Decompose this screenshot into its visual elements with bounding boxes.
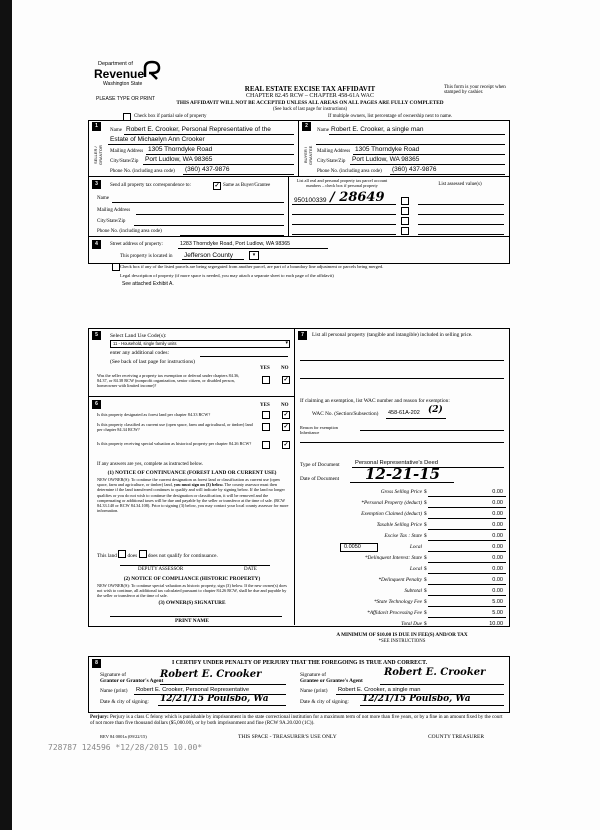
perjury-text: Perjury is a class C felony which is punishable by imprisonment in the state correctional institution for a maximum term of not more than five years, or by a fine in an amount fixed by the court of not more than five thousand dollars ($5,000.00), or by both imprisonment and fine (RCW 9A.20.020 (1C)). [90, 714, 503, 726]
wac-handwritten: (2) [428, 405, 443, 415]
segregated-label: Check box if any of the listed parcels are being segregated from another parcel, are part of a boundary line adjustment or parcels being merged. [120, 264, 384, 269]
partial-sale-label: Check box if partial sale of property [134, 114, 207, 119]
legal-desc-label: Legal description of property (if more space is needed, you may attach a separate sheet to each page of the affidavit) [120, 273, 334, 278]
buyer-name-label: Name [317, 128, 329, 133]
seller-mailing-underline [146, 154, 294, 155]
notice-compliance-body: NEW OWNER(S): To continue special valuation as historic property, sign (3) below. If the new owner(s) does not wish to continue, all additional tax calculated pursuant to chapter 84.26 RCW, shall be due and payable by the seller or transferor at the time of sale. [97, 583, 287, 599]
current-use-question: Is this property classified as current use (open space, farm and agricultural, or timber) land per chapter 84.34 RCW? [97, 422, 253, 433]
seller-name-underline [124, 134, 294, 135]
seller-mailing-label: Mailing Address [110, 149, 144, 154]
wac-label: WAC No. (Section/Subsection) [312, 411, 379, 417]
form-warning: THIS AFFIDAVIT WILL NOT BE ACCEPTED UNLESS ALL AREAS ON ALL PAGES ARE FULLY COMPLETED [176, 100, 444, 106]
buyer-grantee-label: BUYER / GRANTEE [303, 145, 313, 165]
same-as-buyer-label: Same as Buyer/Grantee [223, 183, 271, 188]
grantee-sig-of: Signature of [300, 672, 327, 678]
date-doc-label: Date of Document [300, 476, 340, 482]
buyer-city-underline [350, 164, 505, 165]
calc-label-gross: Gross Selling Price [380, 489, 422, 495]
send-correspondence-label: Send all property tax correspondence to: [110, 183, 191, 188]
deputy-assessor-label: DEPUTY ASSESSOR [138, 567, 184, 572]
calc-dollar-1: $ [424, 500, 427, 506]
calc-amount-excise-state: 0.00 [492, 533, 503, 539]
same-as-buyer-checkbox[interactable]: ✓ [214, 183, 220, 189]
buyer-mailing-underline [353, 154, 505, 155]
calc-label-delinq-pen: *Delinquent Penalty [378, 577, 422, 583]
corr-name-label: Name [97, 196, 109, 201]
seller-city-label: City/State/Zip [110, 159, 139, 164]
grantor-name[interactable]: Robert E. Crooker, Personal Representative [136, 687, 250, 693]
calc-amount-exemption: 0.00 [492, 511, 503, 517]
land-use-selected: 11 - Household, single family units [113, 341, 177, 346]
located-label: This property is located in [120, 254, 173, 259]
type-doc-label: Type of Document [300, 462, 340, 468]
calc-label-subtotal: Subtotal [404, 588, 422, 594]
calc-line-11 [428, 617, 506, 618]
street-underline [178, 248, 328, 249]
parcel-line-3 [292, 224, 396, 225]
logo-line3: Washington State [103, 81, 143, 87]
wac-value[interactable]: 458-61A-202 [388, 410, 420, 416]
personal-property-label: List all personal property (tangible and intangible) included in selling price. [312, 332, 473, 338]
qualify-label: qualify for continuance. [167, 553, 218, 559]
personal-property-checkbox-3[interactable] [401, 217, 409, 225]
additional-codes-label: enter any additional codes: [110, 350, 170, 356]
perjury-notice [90, 714, 506, 726]
forest-land-question: Is this property designated as forest land per chapter 84.33 RCW? [97, 412, 211, 417]
notice-body-bold: you must sign on (3) below. [173, 482, 224, 488]
seller-city[interactable]: Port Ludlow, WA 98365 [145, 156, 213, 163]
parcel-number-handwritten: / 28649 [330, 190, 385, 205]
personal-prop-line-1 [300, 360, 504, 361]
calc-line-6 [428, 562, 506, 563]
does-not-checkbox[interactable] [139, 550, 147, 558]
calc-line-2 [428, 518, 506, 519]
section-8-number: 8 [92, 659, 101, 668]
s6-yes-header: YES [260, 403, 270, 408]
corr-name-line [112, 202, 284, 203]
date-doc-underline [350, 482, 454, 483]
calc-label-taxable: Taxable Selling Price [376, 522, 422, 528]
calc-label-proc-fee: *Affidavit Processing Fee [367, 610, 422, 616]
calc-line-9 [428, 595, 506, 596]
calc-amount-gross: 0.00 [492, 489, 503, 495]
grantee-date-city[interactable]: 12/21/15 Poulsbo, Wa [362, 694, 471, 704]
calc-dollar-6: $ [424, 555, 427, 561]
section-5-number: 5 [92, 331, 101, 340]
date-doc-handwritten[interactable]: 12-21-15 [365, 465, 441, 483]
personal-prop-line-2 [300, 378, 504, 379]
calc-dollar-9: $ [424, 588, 427, 594]
buyer-city-label: City/State/Zip [317, 159, 346, 164]
treasurer-use: THIS SPACE - TREASURER'S USE ONLY [238, 734, 337, 740]
local-rate-value: 0.0050 [344, 544, 361, 550]
minimum-due-note: A MINIMUM OF $10.00 IS DUE IN FEE(S) AND/OR TAX [336, 632, 468, 638]
treasurer-stamp: 728787 124596 *12/28/2015 10.00* [48, 743, 203, 752]
owner-sig-line [110, 616, 282, 617]
calc-dollar-3: $ [424, 522, 427, 528]
assessed-header: List assessed value(s) [438, 182, 482, 187]
legal-desc-value[interactable]: See attached Exhibit A. [122, 281, 174, 287]
calc-amount-delinq-int: 0.00 [492, 555, 503, 561]
parcel-line-1 [292, 204, 396, 205]
grantee-signature[interactable]: Robert E. Crooker [384, 667, 486, 678]
personal-property-checkbox-4[interactable] [401, 227, 409, 235]
assessed-line-2 [418, 214, 504, 215]
reason-line-2 [300, 442, 504, 443]
grantee-agent-label: Grantee or Grantee's Agent [300, 678, 363, 684]
please-type: PLEASE TYPE OR PRINT [96, 96, 156, 102]
section-2-number: 2 [302, 122, 311, 131]
grantee-name-label: Name (print) [300, 688, 328, 694]
grantor-agent-label: Grantor or Grantor's Agent [100, 678, 164, 684]
calc-label-exemption: Exemption Claimed (deduct) [361, 511, 422, 517]
form-title: REAL ESTATE EXCISE TAX AFFIDAVIT [244, 85, 376, 93]
land-use-label: Select Land Use Code(s): [110, 333, 167, 339]
calc-dollar-4: $ [424, 533, 427, 539]
assessed-line-1 [418, 204, 504, 205]
forest-yes-checkbox[interactable] [262, 411, 270, 419]
see-instructions-note: *SEE INSTRUCTIONS [378, 639, 426, 644]
assessed-line-3 [418, 224, 504, 225]
corr-mailing-label: Mailing Address [97, 208, 131, 213]
seller-grantor-label: SELLER / GRANTOR [93, 145, 103, 165]
this-land-label: This land [97, 553, 117, 559]
parcel-line-2 [292, 214, 396, 215]
reason-line [360, 430, 504, 431]
deputy-line [120, 565, 270, 566]
calc-amount-taxable: 0.00 [492, 522, 503, 528]
s5-yes-checkbox[interactable] [262, 376, 270, 384]
receipt-note: This form is your receipt when stamped by cashier. [444, 85, 506, 96]
seller-phone[interactable]: (360) 437-9876 [185, 166, 230, 173]
grantee-date-line [360, 705, 504, 706]
calc-dollar-10: $ [424, 599, 427, 605]
calc-dollar-11: $ [424, 610, 427, 616]
additional-codes-line [200, 356, 288, 357]
multiple-owners-note: If multiple owners, list percentage of ownership next to name. [328, 114, 453, 119]
calc-amount-personal: 0.00 [492, 500, 503, 506]
buyer-name[interactable]: Robert E. Crooker, a single man [331, 126, 424, 133]
does-not-label: does not [147, 553, 166, 559]
grantee-name[interactable]: Robert E. Crooker, a single man [338, 687, 421, 693]
notice-body-part2: The county assessor must then determine if the land transferred continues to qualify and will indicate by signing below. If the land no longer qualifies or you do not wish to continue the designation or classification, it will be removed and the compensating or additional taxes will be due and payable by the seller or transferor at the time of sale. (RCW 84.33.140 or RCW 84.34.108). Prior to signing (3) below, you may contact your local county assessor for more information. [97, 482, 289, 514]
land-use-see-back: (See back of last page for instructions) [110, 359, 195, 365]
reason-value[interactable]: Inheritance [300, 430, 320, 435]
seller-phone-underline [183, 174, 294, 175]
calc-label-total: Total Due [401, 621, 422, 627]
calc-amount-delinq-pen: 0.00 [492, 577, 503, 583]
grantor-date-line [158, 705, 286, 706]
buyer-city[interactable]: Port Ludlow, WA 98365 [352, 156, 420, 163]
calc-label-tech-fee: *State Technology Fee [373, 599, 422, 605]
grantee-date-label: Date & city of signing: [300, 699, 349, 705]
notice-compliance-title: (2) NOTICE OF COMPLIANCE (HISTORIC PROPERTY) [123, 576, 261, 582]
calc-amount-total: 10.00 [489, 621, 503, 627]
calc-line-7 [428, 573, 506, 574]
corr-city-line [134, 225, 284, 226]
county-underline [182, 259, 244, 260]
calc-amount-tech-fee: 5.00 [492, 599, 503, 605]
calc-line-8 [428, 584, 506, 585]
does-label: does [127, 553, 138, 559]
street-label: Street address of property: [110, 242, 163, 247]
calc-amount-proc-fee: 5.00 [492, 610, 503, 616]
logo-line1: Department of [98, 61, 133, 67]
s5-no-checkbox[interactable]: ✓ [283, 377, 289, 383]
forest-no-checkbox[interactable]: ✓ [283, 412, 289, 418]
does-checkbox[interactable] [118, 550, 126, 558]
buyer-mailing[interactable]: 1305 Thorndyke Road [355, 146, 420, 153]
calc-label-local: Local [409, 544, 422, 550]
segregated-checkbox[interactable] [112, 263, 120, 271]
corr-mailing-line [136, 214, 284, 215]
notice-continuance-body [97, 477, 289, 513]
s6-no-header: NO [281, 403, 289, 408]
seller-name-line2[interactable]: Estate of Michaelyn Ann Crooker [110, 136, 205, 143]
continuance-row [97, 549, 218, 559]
grantor-signature[interactable]: Robert E. Crooker [160, 669, 262, 680]
dor-logo-icon [142, 60, 162, 80]
seller-exemption-question: Was the seller receiving a property tax exemption or deferral under chapters 84.36, 84.37, or 84.38 RCW (nonprofit organization, senior citizen, or disabled person, homeowner with limited income)? [97, 373, 240, 389]
reason-label: Reason for exemption [300, 425, 338, 430]
seller-name-label: Name [110, 128, 122, 133]
grantee-sig-line [380, 684, 504, 685]
rev-number: REV 84 0001a (09/22/15) [100, 734, 147, 739]
divider-1-2 [298, 120, 299, 176]
seller-mailing[interactable]: 1305 Thorndyke Road [148, 146, 213, 153]
current-use-yes-checkbox[interactable] [262, 423, 270, 431]
divider-5-6 [88, 396, 295, 397]
grantor-sig-line [160, 684, 286, 685]
seller-name-line1[interactable]: Robert E. Crooker, Personal Representative of the [126, 126, 271, 133]
calc-label-local-2: Local [409, 566, 422, 572]
grantor-sig-of: Signature of [100, 672, 127, 678]
seller-name2-underline [108, 144, 294, 145]
corr-phone-line [180, 235, 284, 236]
calc-label-delinq-int: *Delinquent Interest: State [364, 555, 422, 561]
calc-line-5 [428, 551, 506, 552]
county-treasurer: COUNTY TREASURER [428, 734, 485, 740]
calc-dollar-2: $ [424, 511, 427, 517]
scan-edge [0, 0, 12, 830]
s5-yes-header: YES [260, 366, 270, 371]
seller-phone-label: Phone No. (including area code) [110, 169, 175, 174]
parcel-header: List all real and personal property tax parcel account numbers – check box if personal property [296, 178, 388, 189]
calc-label-personal: *Personal Property (deduct) [361, 500, 422, 506]
divider-row2 [88, 236, 510, 237]
certify-statement: I CERTIFY UNDER PENALTY OF PERJURY THAT THE FOREGOING IS TRUE AND CORRECT. [172, 660, 428, 666]
calc-line-1 [428, 507, 506, 508]
calc-dollar-0: $ [424, 489, 427, 495]
see-back-header: (See back of last page for instructions) [272, 107, 348, 112]
form-chapter: CHAPTER 82.45 RCW – CHAPTER 458-61A WAC [246, 93, 374, 99]
current-use-no-checkbox[interactable]: ✓ [283, 424, 289, 430]
calc-dollar-8: $ [424, 577, 427, 583]
personal-property-checkbox-2[interactable] [401, 207, 409, 215]
buyer-name-underline [329, 134, 505, 135]
grantor-date-city[interactable]: 12/21/15 Poulsbo, Wa [160, 694, 269, 704]
calc-line-4 [428, 540, 506, 541]
personal-property-checkbox-1[interactable] [401, 197, 409, 205]
calc-amount-local-2: 0.00 [492, 566, 503, 572]
corr-city-label: City/State/Zip [97, 219, 126, 224]
corr-phone-label: Phone No. (including area code) [97, 229, 162, 234]
parcel-line-4 [292, 234, 396, 235]
logo-line2: Revenue [94, 67, 145, 81]
calc-line-0 [428, 496, 506, 497]
section-7-number: 7 [298, 331, 307, 340]
buyer-mailing-label: Mailing Address [317, 149, 351, 154]
divider-5-7 [294, 328, 295, 625]
wac-underline [386, 418, 446, 419]
exemption-claim-label: If claiming an exemption, list WAC number and reason for exemption: [300, 398, 450, 404]
parcel-number[interactable]: 950100339 [294, 197, 327, 204]
seller-city-underline [143, 164, 294, 165]
perjury-bold: Perjury: [90, 714, 109, 720]
land-use-chevron-icon: ▾ [285, 340, 288, 346]
county-select[interactable]: Jefferson County [184, 252, 234, 259]
calc-label-excise-state: Excise Tax : State [384, 533, 422, 539]
local-rate-field[interactable] [340, 543, 378, 552]
section-6-number: 6 [92, 400, 101, 409]
assessed-line-4 [418, 234, 504, 235]
historic-yes-checkbox[interactable] [262, 441, 270, 449]
calc-dollar-7: $ [424, 566, 427, 572]
buyer-phone[interactable]: (360) 437-9876 [392, 166, 437, 173]
buyer-phone-underline [390, 174, 505, 175]
s5-no-header: NO [281, 366, 289, 371]
parcel-divider-left [288, 176, 289, 236]
deputy-date-label: DATE [244, 567, 257, 572]
land-use-select[interactable] [110, 340, 290, 348]
grantor-date-label: Date & city of signing: [100, 699, 149, 705]
section-4-number: 4 [92, 240, 101, 249]
notice-body-part1: NEW OWNER(S): To continue the current designation as forest land or classification as current use (open space, farm and agriculture, or timber) land, [97, 477, 280, 488]
grantor-name-label: Name (print) [100, 688, 128, 694]
calc-amount-subtotal: 0.00 [492, 588, 503, 594]
calc-amount-local: 0.00 [492, 544, 503, 550]
buyer-name2-underline [316, 144, 505, 145]
dor-logo [94, 60, 164, 94]
type-doc-value[interactable]: Personal Representative's Deed [355, 460, 438, 466]
calc-line-10 [428, 606, 506, 607]
county-dropdown-arrow[interactable]: ▾ [249, 251, 259, 260]
divider-row1 [88, 176, 510, 177]
calc-dollar-12: $ [424, 621, 427, 627]
street-value[interactable]: 1283 Thorndyke Road, Port Ludlow, WA 98365 [180, 241, 291, 247]
if-yes-instruction: If any answers are yes, complete as instructed below. [97, 462, 204, 467]
print-name-label: PRINT NAME [175, 618, 209, 624]
notice-continuance-title: (1) NOTICE OF CONTINUANCE (FOREST LAND OR CURRENT USE) [107, 470, 277, 476]
historic-no-checkbox[interactable]: ✓ [283, 442, 289, 448]
section-3-number: 3 [92, 180, 101, 189]
historic-question: Is this property receiving special valuation as historical property per chapter 84.26 RCW? [97, 441, 252, 446]
buyer-phone-label: Phone No. (including area code) [317, 169, 382, 174]
section-1-number: 1 [92, 122, 101, 131]
calc-line-3 [428, 529, 506, 530]
owner-signature-label: (3) OWNER(S) SIGNATURE [158, 600, 226, 606]
